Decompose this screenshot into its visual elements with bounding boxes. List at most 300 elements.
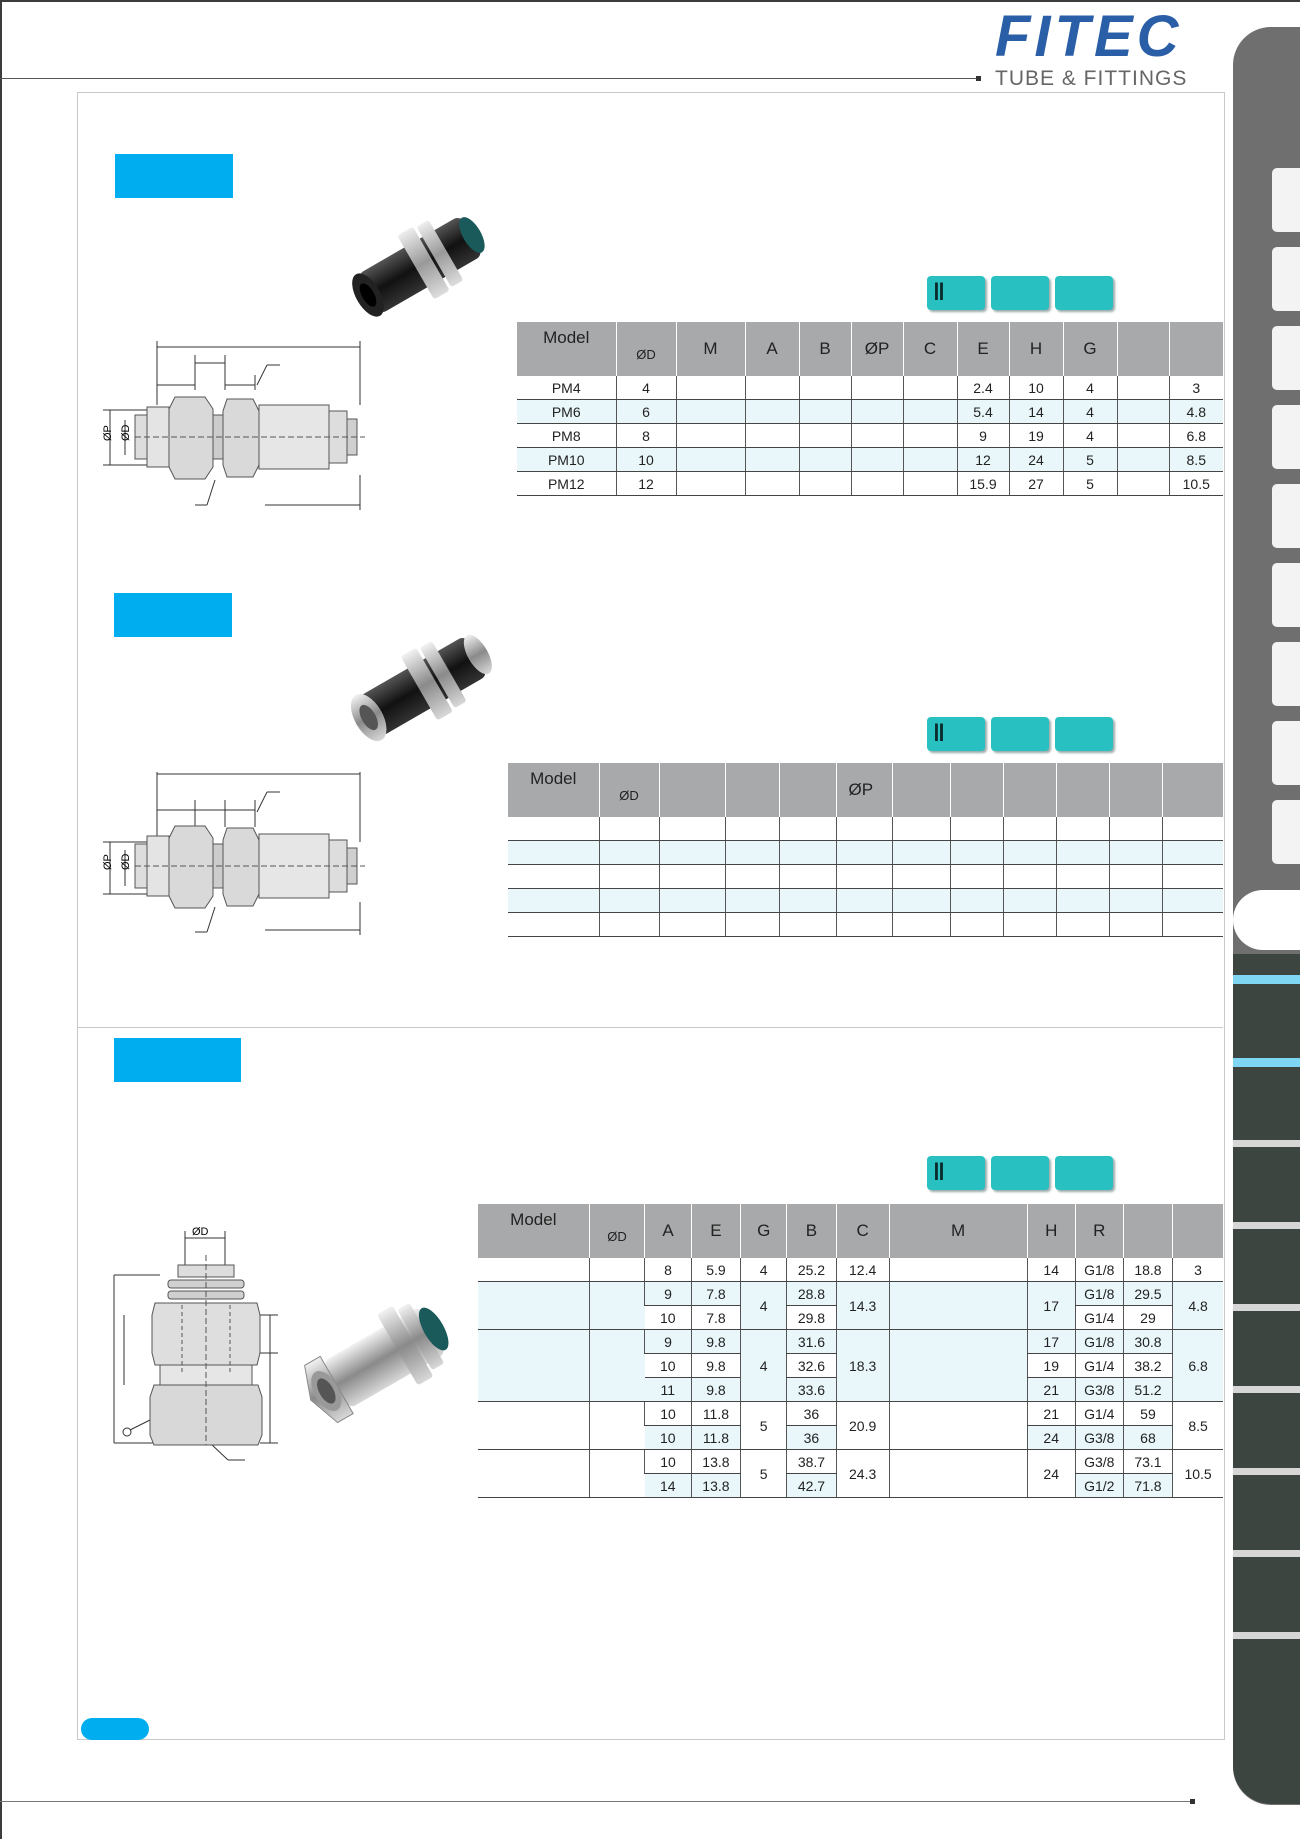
table-cell	[659, 913, 725, 937]
section2-view-button-2[interactable]	[991, 717, 1049, 751]
table-cell	[903, 448, 957, 472]
table-cell	[903, 424, 957, 448]
table-cell	[799, 472, 851, 496]
table-row	[478, 1282, 1223, 1306]
section1-view-button-2[interactable]	[991, 276, 1049, 310]
table-cell	[1056, 841, 1109, 865]
col-header-c: C	[903, 322, 957, 376]
cell-model	[478, 1258, 589, 1282]
cell-a: 9	[645, 1330, 691, 1354]
cell-model	[478, 1450, 589, 1498]
col-header-m: M	[889, 1204, 1027, 1258]
sidebar-tab-9[interactable]	[1272, 800, 1300, 864]
sidebar-tab-1[interactable]	[1272, 168, 1300, 232]
cell-r: G1/8	[1075, 1330, 1123, 1354]
col-header-od: ØD	[599, 763, 659, 817]
cell-r: G3/8	[1075, 1426, 1123, 1450]
table-row	[508, 817, 1223, 841]
table-cell: 15.9	[957, 472, 1009, 496]
table-cell	[1109, 817, 1162, 841]
col-header-e: E	[691, 1204, 740, 1258]
cell-x: 73.1	[1123, 1450, 1172, 1474]
table-row	[517, 472, 1223, 496]
table-cell: 24	[1009, 448, 1063, 472]
table-cell	[851, 472, 903, 496]
table-cell	[725, 817, 779, 841]
section3-product-photo	[290, 1275, 470, 1445]
cell-g: 4	[741, 1258, 787, 1282]
cell-x: 30.8	[1123, 1330, 1172, 1354]
table-cell	[836, 889, 892, 913]
col-header-blank	[1003, 763, 1056, 817]
table-cell	[1056, 817, 1109, 841]
cell-model	[508, 889, 599, 913]
table-cell: 8.5	[1169, 448, 1223, 472]
sidebar-blue-band	[1233, 1058, 1300, 1067]
cell-last: 4.8	[1173, 1282, 1223, 1330]
sidebar-separator	[1233, 1468, 1300, 1475]
cell-od	[589, 1258, 645, 1282]
col-header-g: G	[1063, 322, 1117, 376]
col-header-model: Model	[478, 1204, 589, 1258]
table-cell	[1003, 865, 1056, 889]
cell-od	[589, 1402, 645, 1450]
table-cell	[725, 865, 779, 889]
cell-c: 20.9	[836, 1402, 889, 1450]
cell-b: 25.2	[787, 1258, 836, 1282]
section1-view-button-1[interactable]: ‖	[927, 276, 985, 310]
table-cell	[1109, 889, 1162, 913]
table-cell	[799, 424, 851, 448]
section1-button-group	[927, 276, 1113, 310]
cell-g: 5	[741, 1450, 787, 1498]
cell-a: 10	[645, 1426, 691, 1450]
table-cell	[799, 376, 851, 400]
table-row	[478, 1330, 1223, 1354]
table-cell: 3	[1169, 376, 1223, 400]
col-header-model: Model	[508, 763, 599, 817]
cell-model: PM12	[517, 472, 616, 496]
table-cell: 9	[957, 424, 1009, 448]
cell-e: 11.8	[691, 1402, 740, 1426]
table-cell: 8	[616, 424, 676, 448]
page-number-pill	[81, 1718, 149, 1740]
table-cell	[1003, 841, 1056, 865]
sidebar-separator	[1233, 1632, 1300, 1639]
table-row	[517, 448, 1223, 472]
table-row	[508, 865, 1223, 889]
table-cell	[1117, 376, 1169, 400]
cell-c: 14.3	[836, 1282, 889, 1330]
table-cell: 12	[616, 472, 676, 496]
table-cell	[659, 817, 725, 841]
cell-g: 4	[741, 1330, 787, 1402]
header-rule-dot	[976, 76, 981, 81]
table-cell: 5	[1063, 472, 1117, 496]
col-header-e: E	[957, 322, 1009, 376]
table-cell	[725, 913, 779, 937]
section3-dimension-drawing	[110, 1225, 280, 1465]
table-cell	[676, 472, 745, 496]
table-cell	[659, 841, 725, 865]
cell-model	[478, 1330, 589, 1402]
cell-e: 13.8	[691, 1474, 740, 1498]
col-header-b: B	[787, 1204, 836, 1258]
col-header-a: A	[645, 1204, 691, 1258]
table-cell: 2.4	[957, 376, 1009, 400]
table-cell	[950, 865, 1003, 889]
sidebar-separator	[1233, 1550, 1300, 1557]
cell-a: 11	[645, 1378, 691, 1402]
cell-m	[889, 1330, 1027, 1402]
table-cell: 5	[1063, 448, 1117, 472]
sidebar-separator	[1233, 1222, 1300, 1229]
col-header-blank	[1056, 763, 1109, 817]
table-cell	[1117, 424, 1169, 448]
cell-od	[589, 1450, 645, 1498]
sidebar-blue-band	[1233, 975, 1300, 984]
col-header-model: Model	[517, 322, 616, 376]
cell-model: PM10	[517, 448, 616, 472]
table-cell	[745, 424, 799, 448]
cell-h: 17	[1027, 1282, 1075, 1330]
table-cell: 4	[1063, 376, 1117, 400]
table-cell	[676, 400, 745, 424]
cell-m	[889, 1402, 1027, 1450]
section2-dim-d-label: ØD	[120, 853, 132, 870]
section3-spec-table	[478, 1204, 1223, 1498]
col-header-blank-1	[1117, 322, 1169, 376]
col-header-b: B	[799, 322, 851, 376]
table-cell: 12	[957, 448, 1009, 472]
table-cell	[1117, 472, 1169, 496]
col-header-op: ØP	[851, 322, 903, 376]
section3-header-row	[478, 1204, 1223, 1258]
sidebar-tab-5[interactable]	[1272, 484, 1300, 548]
table-cell	[1117, 400, 1169, 424]
table-cell	[779, 817, 836, 841]
cell-e: 7.8	[691, 1282, 740, 1306]
cell-c: 18.3	[836, 1330, 889, 1402]
section2-view-button-3[interactable]	[1055, 717, 1113, 751]
cell-e: 9.8	[691, 1354, 740, 1378]
table-cell	[950, 889, 1003, 913]
col-header-blank	[725, 763, 779, 817]
table-cell: 14	[1009, 400, 1063, 424]
table-cell	[779, 889, 836, 913]
cell-r: G3/8	[1075, 1378, 1123, 1402]
table-row	[508, 889, 1223, 913]
table-cell	[892, 889, 950, 913]
cell-e: 7.8	[691, 1306, 740, 1330]
cell-b: 36	[787, 1426, 836, 1450]
cell-g: 5	[741, 1402, 787, 1450]
header-rule	[0, 78, 980, 79]
cell-r: G1/8	[1075, 1258, 1123, 1282]
cell-b: 36	[787, 1402, 836, 1426]
cell-h: 21	[1027, 1402, 1075, 1426]
table-cell	[851, 376, 903, 400]
cell-x: 68	[1123, 1426, 1172, 1450]
footer-rule-dot	[1190, 1799, 1195, 1804]
cell-r: G1/2	[1075, 1474, 1123, 1498]
section1-header-row	[517, 322, 1223, 376]
table-cell	[892, 817, 950, 841]
table-cell	[599, 865, 659, 889]
table-cell	[892, 913, 950, 937]
section3-dim-d-label: ØD	[192, 1226, 209, 1238]
cell-c: 24.3	[836, 1450, 889, 1498]
table-cell	[599, 841, 659, 865]
section3-view-button-1[interactable]: ‖	[927, 1156, 985, 1190]
table-cell	[1003, 889, 1056, 913]
cell-x: 59	[1123, 1402, 1172, 1426]
cell-r: G1/8	[1075, 1282, 1123, 1306]
sidebar-separator	[1233, 1386, 1300, 1393]
table-row	[478, 1258, 1223, 1282]
col-header-g: G	[741, 1204, 787, 1258]
cell-a: 10	[645, 1354, 691, 1378]
cell-model	[478, 1282, 589, 1330]
cell-model: PM8	[517, 424, 616, 448]
table-cell	[1109, 913, 1162, 937]
col-header-h: H	[1027, 1204, 1075, 1258]
cell-model	[478, 1402, 589, 1450]
table-cell: 4	[1063, 400, 1117, 424]
cell-e: 5.9	[691, 1258, 740, 1282]
col-header-blank-2	[1173, 1204, 1223, 1258]
cell-m	[889, 1258, 1027, 1282]
cell-c: 12.4	[836, 1258, 889, 1282]
cell-g: 4	[741, 1282, 787, 1330]
table-cell	[836, 817, 892, 841]
table-cell	[599, 817, 659, 841]
table-cell: 19	[1009, 424, 1063, 448]
cell-h: 21	[1027, 1378, 1075, 1402]
col-header-blank	[1109, 763, 1162, 817]
table-cell	[676, 424, 745, 448]
section1-view-button-3[interactable]	[1055, 276, 1113, 310]
cell-x: 71.8	[1123, 1474, 1172, 1498]
footer-rule	[0, 1801, 1195, 1802]
cell-e: 9.8	[691, 1378, 740, 1402]
cell-a: 10	[645, 1306, 691, 1330]
col-header-a: A	[745, 322, 799, 376]
sidebar-dark-section	[1233, 954, 1300, 1804]
table-cell	[659, 889, 725, 913]
cell-b: 38.7	[787, 1450, 836, 1474]
table-cell	[892, 841, 950, 865]
cell-model	[508, 817, 599, 841]
table-cell	[725, 889, 779, 913]
table-cell: 4.8	[1169, 400, 1223, 424]
cell-b: 42.7	[787, 1474, 836, 1498]
section2-dimension-drawing	[95, 772, 375, 952]
cell-r: G1/4	[1075, 1402, 1123, 1426]
cell-model	[508, 913, 599, 937]
cell-last: 10.5	[1173, 1450, 1223, 1498]
col-header-r: R	[1075, 1204, 1123, 1258]
cell-b: 33.6	[787, 1378, 836, 1402]
cell-a: 9	[645, 1282, 691, 1306]
table-cell	[903, 400, 957, 424]
cell-x: 51.2	[1123, 1378, 1172, 1402]
table-cell	[745, 448, 799, 472]
section1-product-photo	[330, 190, 510, 340]
section3-button-group	[927, 1156, 1113, 1190]
cell-b: 28.8	[787, 1282, 836, 1306]
table-cell	[779, 865, 836, 889]
cell-b: 32.6	[787, 1354, 836, 1378]
table-cell: 27	[1009, 472, 1063, 496]
table-cell	[851, 424, 903, 448]
logo-tagline: TUBE & FITTINGS	[995, 67, 1188, 90]
table-cell	[725, 841, 779, 865]
cell-x: 38.2	[1123, 1354, 1172, 1378]
col-header-blank	[892, 763, 950, 817]
section3-view-button-3[interactable]	[1055, 1156, 1113, 1190]
cell-b: 29.8	[787, 1306, 836, 1330]
table-cell	[836, 913, 892, 937]
page-left-border	[0, 0, 2, 1839]
table-cell	[851, 448, 903, 472]
table-cell	[1056, 889, 1109, 913]
cell-last: 8.5	[1173, 1402, 1223, 1450]
cell-a: 10	[645, 1402, 691, 1426]
cell-e: 13.8	[691, 1450, 740, 1474]
sidebar-tab-2[interactable]	[1272, 247, 1300, 311]
sidebar-separator	[1233, 1304, 1300, 1311]
section1-title-bar	[115, 154, 233, 198]
cell-e: 11.8	[691, 1426, 740, 1450]
sidebar-separator	[1233, 1140, 1300, 1147]
brand-logo	[995, 4, 1205, 90]
col-header-blank	[659, 763, 725, 817]
sidebar-tab-8[interactable]	[1272, 721, 1300, 785]
col-header-blank	[1162, 763, 1223, 817]
table-cell	[1162, 817, 1223, 841]
cell-h: 19	[1027, 1354, 1075, 1378]
table-cell	[892, 865, 950, 889]
table-cell	[745, 376, 799, 400]
table-cell	[676, 448, 745, 472]
section2-button-group	[927, 717, 1113, 751]
cell-last: 3	[1173, 1258, 1223, 1282]
table-cell	[659, 865, 725, 889]
cell-r: G1/4	[1075, 1354, 1123, 1378]
table-cell: 4	[1063, 424, 1117, 448]
col-header-blank-1	[1123, 1204, 1172, 1258]
sidebar-tab-7[interactable]	[1272, 642, 1300, 706]
section1-dim-p-label: ØP	[102, 425, 114, 441]
table-cell	[950, 841, 1003, 865]
table-row	[478, 1450, 1223, 1474]
table-cell	[1003, 817, 1056, 841]
cell-h: 24	[1027, 1450, 1075, 1498]
section2-title-bar	[114, 593, 232, 637]
table-cell	[799, 400, 851, 424]
cell-h: 24	[1027, 1426, 1075, 1450]
cell-od	[589, 1330, 645, 1402]
cell-x: 18.8	[1123, 1258, 1172, 1282]
table-row	[517, 376, 1223, 400]
table-cell	[1117, 448, 1169, 472]
cell-model: PM6	[517, 400, 616, 424]
cell-a: 10	[645, 1450, 691, 1474]
table-row	[508, 913, 1223, 937]
cell-a: 8	[645, 1258, 691, 1282]
section-divider	[77, 1027, 1223, 1028]
cell-model	[508, 865, 599, 889]
table-cell	[779, 913, 836, 937]
section1-dimension-drawing	[95, 335, 375, 515]
table-cell	[1162, 913, 1223, 937]
table-row	[478, 1402, 1223, 1426]
section3-view-button-2[interactable]	[991, 1156, 1049, 1190]
sidebar-tab-3[interactable]	[1272, 326, 1300, 390]
sidebar-tab-active[interactable]	[1233, 890, 1300, 950]
page-top-border	[0, 0, 1300, 2]
table-cell	[1003, 913, 1056, 937]
table-cell	[779, 841, 836, 865]
cell-last: 6.8	[1173, 1330, 1223, 1402]
table-cell: 10.5	[1169, 472, 1223, 496]
cell-m	[889, 1282, 1027, 1330]
table-cell: 6	[616, 400, 676, 424]
section2-product-photo	[330, 610, 520, 760]
table-cell	[1162, 889, 1223, 913]
table-cell	[1109, 865, 1162, 889]
col-header-h: H	[1009, 322, 1063, 376]
table-cell	[836, 865, 892, 889]
table-cell	[1109, 841, 1162, 865]
table-cell: 10	[616, 448, 676, 472]
table-row	[517, 400, 1223, 424]
table-cell	[745, 472, 799, 496]
section1-spec-table	[517, 322, 1223, 496]
cell-x: 29.5	[1123, 1282, 1172, 1306]
cell-model: PM4	[517, 376, 616, 400]
table-cell: 5.4	[957, 400, 1009, 424]
col-header-op: ØP	[836, 763, 892, 817]
section2-view-button-1[interactable]: ‖	[927, 717, 985, 751]
cell-m	[889, 1450, 1027, 1498]
col-header-blank-2	[1169, 322, 1223, 376]
table-cell	[676, 376, 745, 400]
table-cell	[1162, 865, 1223, 889]
table-cell: 4	[616, 376, 676, 400]
section1-dim-d-label: ØD	[120, 424, 132, 441]
section3-title-bar	[114, 1038, 241, 1082]
table-row	[517, 424, 1223, 448]
table-cell	[1056, 913, 1109, 937]
cell-a: 14	[645, 1474, 691, 1498]
cell-x: 29	[1123, 1306, 1172, 1330]
table-cell: 10	[1009, 376, 1063, 400]
table-cell: 6.8	[1169, 424, 1223, 448]
table-cell	[745, 400, 799, 424]
col-header-m: M	[676, 322, 745, 376]
cell-r: G3/8	[1075, 1450, 1123, 1474]
cell-h: 17	[1027, 1330, 1075, 1354]
sidebar-tab-4[interactable]	[1272, 405, 1300, 469]
sidebar-tab-6[interactable]	[1272, 563, 1300, 627]
cell-h: 14	[1027, 1258, 1075, 1282]
section2-dim-p-label: ØP	[102, 854, 114, 870]
table-cell	[950, 817, 1003, 841]
table-cell	[599, 913, 659, 937]
col-header-c: C	[836, 1204, 889, 1258]
